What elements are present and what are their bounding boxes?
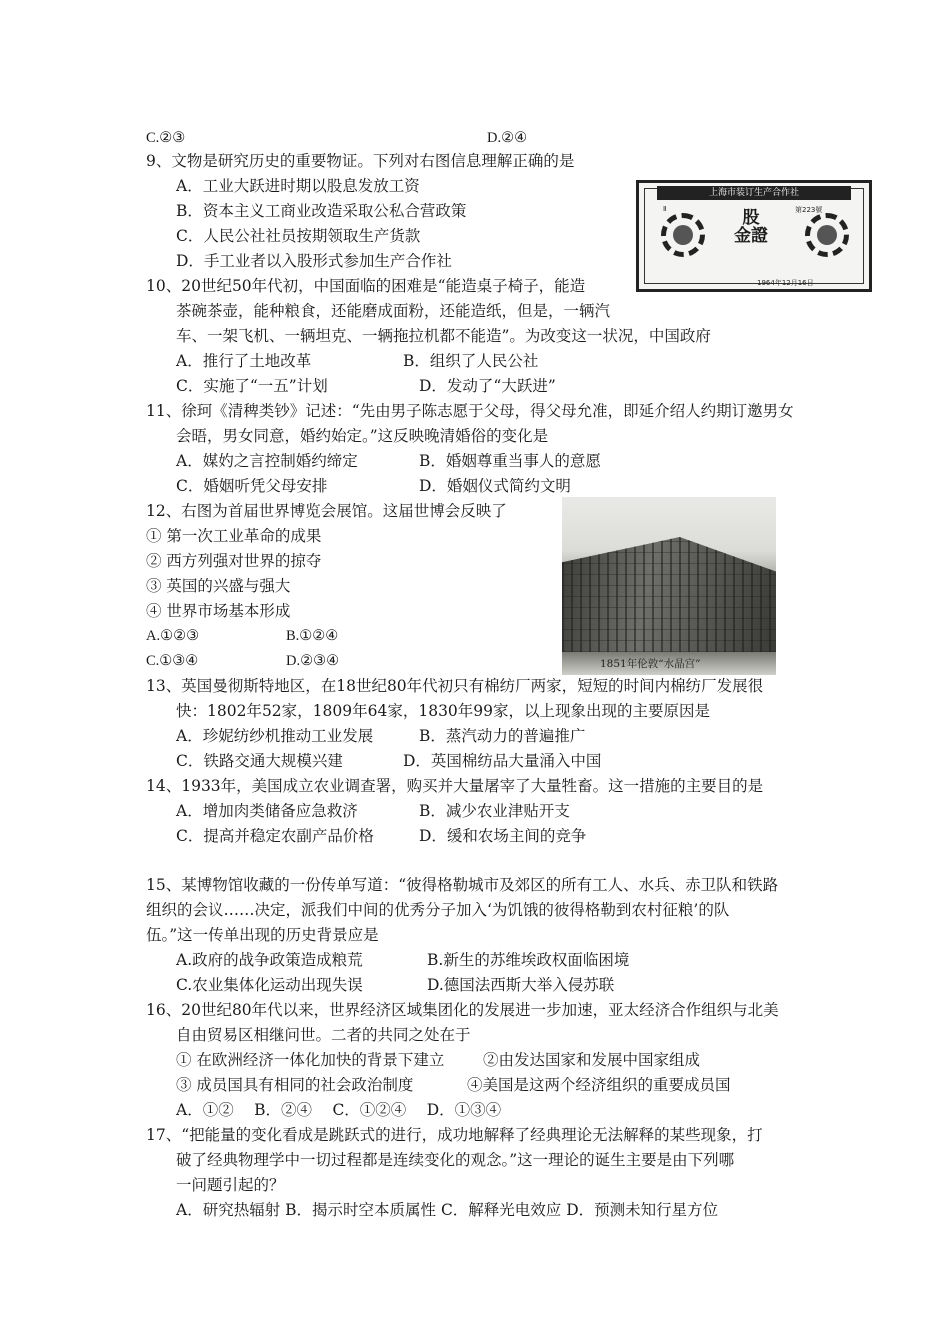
- q11-option-d: D．婚姻仪式简约文明: [419, 477, 571, 495]
- q17-stem-line3: 一问题引起的？: [176, 1176, 285, 1194]
- q9-option-d: D．手工业者以入股形式参加生产合作社: [176, 252, 452, 270]
- q11-stem-line2: 会晤，男女同意，婚约始定。”这反映晚清婚俗的变化是: [176, 427, 549, 445]
- q15-stem-line3: 伍。”这一传单出现的历史背景应是: [146, 926, 379, 944]
- q12-item-3: ③ 英国的兴盛与强大: [146, 577, 291, 595]
- q12-item-4: ④ 世界市场基本形成: [146, 602, 291, 620]
- q16-stem-line1: 16、20世纪80年代以来，世界经济区域集团化的发展进一步加速，亚太经济合作组织与北美: [146, 1001, 779, 1019]
- q15-option-c: C.农业集体化运动出现失误: [176, 976, 363, 994]
- q17-stem-line1: 17、“把能量的变化看成是跳跃式的进行，成功地解释了经典理论无法解释的某些现象，打: [146, 1126, 763, 1144]
- q13-option-d: D．英国棉纺品大量涌入中国: [403, 752, 602, 770]
- q13-option-b: B．蒸汽动力的普遍推广: [419, 727, 586, 745]
- q10-stem-line1: 10、20世纪50年代初，中国面临的困难是“能造桌子椅子，能造: [146, 277, 586, 295]
- q14-option-c: C．提高并稳定农副产品价格: [176, 827, 374, 845]
- crystal-palace-building: [562, 537, 776, 652]
- q12-option-c: C.①③④: [146, 653, 199, 669]
- photo-caption: 1851年伦敦“水晶宫”: [600, 658, 701, 670]
- q13-stem-line2: 快：1802年52家，1809年64家，1830年99家，以上现象出现的主要原因是: [176, 702, 711, 720]
- q13-stem-line1: 13、英国曼彻斯特地区，在18世纪80年代初只有棉纺厂两家，短短的时间内棉纺厂发展很: [146, 677, 764, 695]
- q15-option-b: B.新生的苏维埃政权面临困境: [427, 951, 630, 969]
- q8-option-c: C.②③: [146, 130, 186, 146]
- q11-option-a: A．媒妁之言控制婚约缔定: [176, 452, 358, 470]
- q16-item-3: ③ 成员国具有相同的社会政治制度: [176, 1076, 414, 1094]
- q10-option-b: B．组织了人民公社: [403, 352, 539, 370]
- q10-stem-line2: 茶碗茶壶，能种粮食，还能磨成面粉，还能造纸，但是，一辆汽: [176, 302, 611, 320]
- q9-option-a: A．工业大跃进时期以股息发放工资: [176, 177, 420, 195]
- q12-option-b: B.①②④: [286, 628, 339, 644]
- q9-stem: 9、文物是研究历史的重要物证。下列对右图信息理解正确的是: [146, 152, 575, 170]
- q12-item-1: ① 第一次工业革命的成果: [146, 527, 322, 545]
- q9-option-b: B．资本主义工商业改造采取公私合营政策: [176, 202, 467, 220]
- q15-stem-line2: 组织的会议……决定，派我们中间的优秀分子加入‘为饥饿的彼得格勒到农村征粮’的队: [146, 901, 730, 919]
- q16-item-2: ②由发达国家和发展中国家组成: [483, 1051, 701, 1069]
- certificate-title: 股 金證: [734, 208, 768, 246]
- q11-option-b: B．婚姻尊重当事人的意愿: [419, 452, 601, 470]
- q12-stem: 12、右图为首届世界博览会展馆。这届世博会反映了: [146, 502, 507, 520]
- q15-stem-line1: 15、某博物馆收藏的一份传单写道：“彼得格勒城市及郊区的所有工人、水兵、赤卫队和铁路: [146, 876, 779, 894]
- stock-certificate-image: 上海市装订生产合作社 Ⅱ 第223號 股 金證 1964年12月16日: [636, 180, 872, 292]
- q10-option-a: A．推行了土地改革: [176, 352, 312, 370]
- certificate-number: 第223號: [795, 206, 823, 214]
- q13-option-a: A．珍妮纺纱机推动工业发展: [176, 727, 374, 745]
- q13-option-c: C．铁路交通大规模兴建: [176, 752, 343, 770]
- certificate-date: 1964年12月16日: [757, 279, 814, 287]
- q16-item-4: ④美国是这两个经济组织的重要成员国: [467, 1076, 731, 1094]
- q12-option-d: D.②③④: [286, 653, 340, 669]
- q11-option-c: C．婚姻听凭父母安排: [176, 477, 328, 495]
- q14-stem: 14、1933年，美国成立农业调查署，购买并大量屠宰了大量牲畜。这一措施的主要目的是: [146, 777, 764, 795]
- q9-option-c: C．人民公社社员按期领取生产货款: [176, 227, 421, 245]
- q10-option-d: D．发动了“大跃进”: [419, 377, 556, 395]
- q14-option-b: B．减少农业津贴开支: [419, 802, 570, 820]
- q14-option-a: A．增加肉类储备应急救济: [176, 802, 358, 820]
- q14-option-d: D．缓和农场主间的竞争: [419, 827, 587, 845]
- q10-option-c: C．实施了“一五”计划: [176, 377, 328, 395]
- crystal-palace-photo: [562, 497, 776, 675]
- q17-options: A．研究热辐射 B．揭示时空本质属性 C．解释光电效应 D．预测未知行星方位: [176, 1201, 719, 1219]
- gear-icon: [661, 213, 705, 257]
- q11-stem-line1: 11、徐珂《清稗类钞》记述：“先由男子陈志愿于父母，得父母允准，即延介绍人约期订邀男女: [146, 402, 794, 420]
- q16-options: A．①② B．②④ C．①②④ D．①③④: [176, 1101, 502, 1119]
- q15-option-d: D.德国法西斯大举入侵苏联: [427, 976, 615, 994]
- q16-item-1: ① 在欧洲经济一体化加快的背景下建立: [176, 1051, 445, 1069]
- q12-item-2: ② 西方列强对世界的掠夺: [146, 552, 322, 570]
- gear-icon: [805, 213, 849, 257]
- q12-option-a: A.①②③: [146, 628, 200, 644]
- q17-stem-line2: 破了经典物理学中一切过程都是连续变化的观念。”这一理论的诞生主要是由下列哪: [176, 1151, 735, 1169]
- q16-stem-line2: 自由贸易区相继问世。二者的共同之处在于: [176, 1026, 471, 1044]
- certificate-header: 上海市装订生产合作社: [657, 186, 851, 200]
- q8-option-d: D.②④: [487, 130, 528, 146]
- q15-option-a: A.政府的战争政策造成粮荒: [176, 951, 363, 969]
- q10-stem-line3: 车、一架飞机、一辆坦克、一辆拖拉机都不能造”。为改变这一状况，中国政府: [176, 327, 711, 345]
